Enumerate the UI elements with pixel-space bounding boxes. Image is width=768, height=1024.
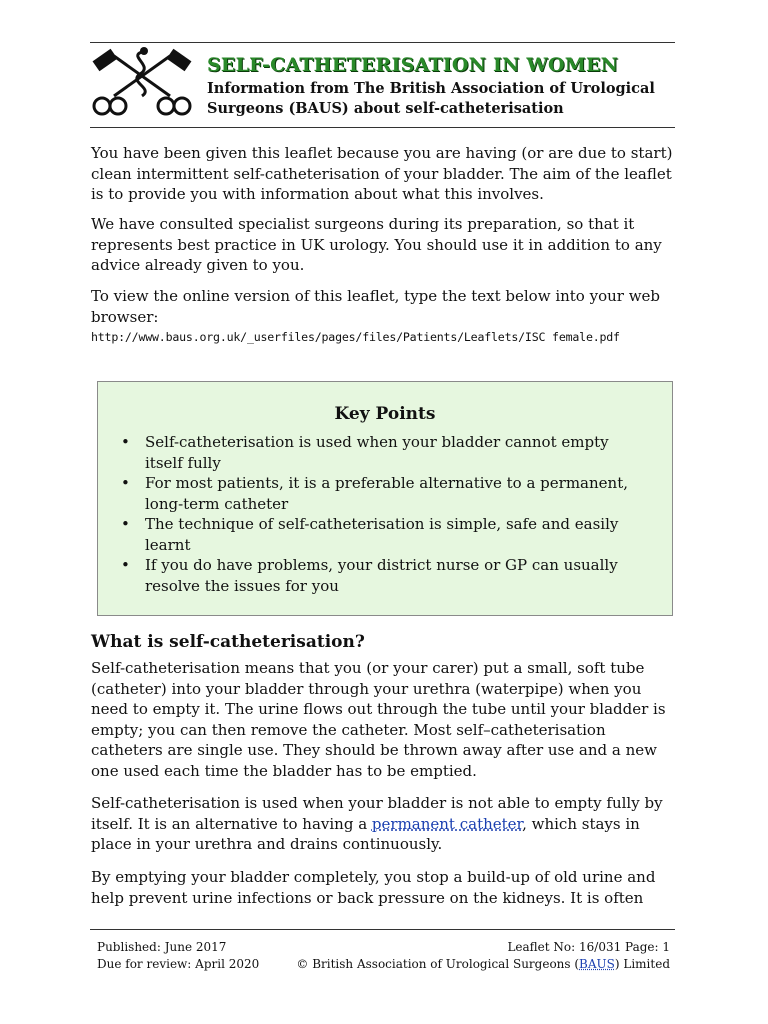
footer-rule (90, 929, 675, 930)
footer-left (97, 939, 259, 973)
key-points-list (121, 432, 651, 596)
key-points-title: Key Points (334, 404, 436, 424)
copyright-notice: © British Association of Urological Surgeons (BAUS) Limited (296, 957, 670, 971)
baus-link[interactable]: BAUS (579, 957, 615, 971)
intro-paragraph-2: We have consulted specialist surgeons during its preparation, so that it represents best practice in UK urology. You should use it in addition to any advice already given to you. (91, 215, 662, 274)
review-date: Due for review: April 2020 (97, 957, 260, 971)
header-top-rule (90, 42, 675, 43)
key-point-item: • For most patients, it is a preferable alternative to a permanent, long-term catheter (121, 474, 628, 513)
key-point-item: • If you do have problems, your district nurse or GP can usually resolve the issues for you (121, 556, 618, 595)
bullet-icon: • (121, 474, 130, 492)
leaflet-number: Leaflet No: 16/031 Page: 1 (507, 940, 670, 954)
section-paragraph-3: By emptying your bladder completely, you stop a build-up of old urine and help prevent urine infections or back pressure on the kidneys. It is often (91, 868, 656, 907)
document-subtitle (207, 79, 655, 119)
online-leaflet-url: http://www.baus.org.uk/_userfiles/pages/files/Patients/Leaflets/ISC female.pdf (91, 330, 620, 344)
key-point-item: • Self-catheterisation is used when your bladder cannot empty itself fully (121, 433, 609, 472)
baus-crossed-keys-logo (88, 46, 196, 118)
footer-right (296, 939, 670, 973)
header-bottom-rule (90, 127, 675, 128)
section-paragraph-2: Self-catheterisation is used when your bladder is not able to empty fully by itself. It is an alternative to having a permanent catheter, which stays in place in your urethra and drains continuously. (91, 794, 663, 853)
bullet-icon: • (121, 515, 130, 533)
subtitle-line-1: Information from The British Association of Urological (207, 80, 655, 97)
section-paragraph-1: Self-catheterisation means that you (or your carer) put a small, soft tube (catheter) into your bladder through your urethra (waterpipe) when you need to empty it. The urine flows out through the tube until your bladder is empty; you can then remove the catheter. Most self–catheterisation catheters are single use. They should be thrown away after use and a new one used each time the bladder has to be emptied. (91, 659, 666, 780)
key-point-item: • The technique of self-catheterisation is simple, safe and easily learnt (121, 515, 619, 554)
intro-paragraph-3: To view the online version of this leaflet, type the text below into your web browser: (91, 287, 661, 326)
bullet-icon: • (121, 433, 130, 451)
key-points-box (97, 381, 673, 616)
section-heading: What is self-catheterisation? (91, 632, 365, 652)
document-title: SELF-CATHETERISATION IN WOMEN (207, 54, 619, 76)
published-date: Published: June 2017 (97, 940, 227, 954)
intro-paragraph-1: You have been given this leaflet because you are having (or are due to start) clean intermittent self-catheterisation of your bladder. The aim of the leaflet is to provide you with information about what this involves. (91, 144, 673, 203)
permanent-catheter-link[interactable]: permanent catheter (371, 814, 523, 833)
bullet-icon: • (121, 556, 130, 574)
subtitle-line-2: Surgeons (BAUS) about self-catheterisation (207, 100, 564, 117)
